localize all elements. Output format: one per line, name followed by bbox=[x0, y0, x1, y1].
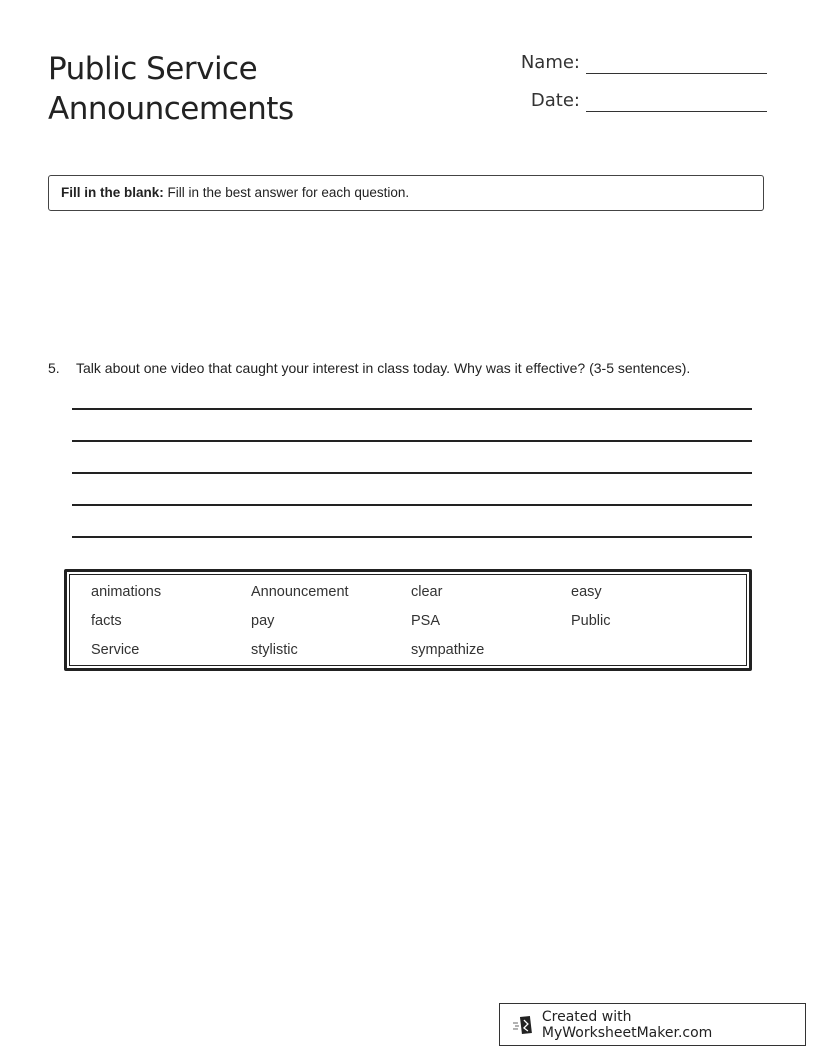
date-label: Date: bbox=[530, 90, 580, 111]
word-bank-item: animations bbox=[91, 584, 162, 600]
answer-line-5[interactable] bbox=[72, 536, 752, 538]
word-bank-item: stylistic bbox=[251, 642, 298, 658]
word-bank-grid bbox=[91, 584, 731, 671]
name-blank-line[interactable] bbox=[586, 53, 767, 74]
word-bank-item: Announcement bbox=[251, 584, 349, 600]
instructions-text: Fill in the best answer for each question. bbox=[163, 185, 410, 200]
date-field[interactable] bbox=[500, 90, 767, 112]
word-bank-item: clear bbox=[411, 584, 443, 600]
page-title bbox=[48, 49, 294, 129]
word-bank-item: facts bbox=[91, 613, 122, 629]
footer-text: Created with MyWorksheetMaker.com bbox=[541, 1008, 713, 1041]
question-text: Talk about one video that caught your interest in class today. Why was it effective? (3-5 sentences). bbox=[76, 360, 691, 376]
word-bank bbox=[64, 569, 752, 671]
word-bank-item: PSA bbox=[411, 613, 441, 629]
footer-credit[interactable] bbox=[499, 1003, 806, 1046]
word-bank-item: sympathize bbox=[411, 642, 485, 658]
instructions-box bbox=[48, 175, 764, 211]
word-bank-item: Public bbox=[571, 613, 611, 629]
name-label: Name: bbox=[520, 52, 580, 73]
answer-line-2[interactable] bbox=[72, 440, 752, 442]
answer-line-1[interactable] bbox=[72, 408, 752, 410]
question-5 bbox=[48, 360, 768, 376]
word-bank-item: easy bbox=[571, 584, 602, 600]
title-line-1: Public Service bbox=[48, 51, 258, 87]
question-number: 5. bbox=[48, 360, 60, 376]
worksheet-logo-icon bbox=[512, 1015, 534, 1035]
word-bank-item: Service bbox=[91, 642, 140, 658]
name-field[interactable] bbox=[500, 52, 767, 74]
instructions-heading: Fill in the blank: bbox=[61, 185, 164, 200]
title-line-2: Announcements bbox=[48, 91, 294, 127]
answer-line-4[interactable] bbox=[72, 504, 752, 506]
word-bank-item: pay bbox=[251, 613, 275, 629]
date-blank-line[interactable] bbox=[586, 91, 767, 112]
answer-line-3[interactable] bbox=[72, 472, 752, 474]
